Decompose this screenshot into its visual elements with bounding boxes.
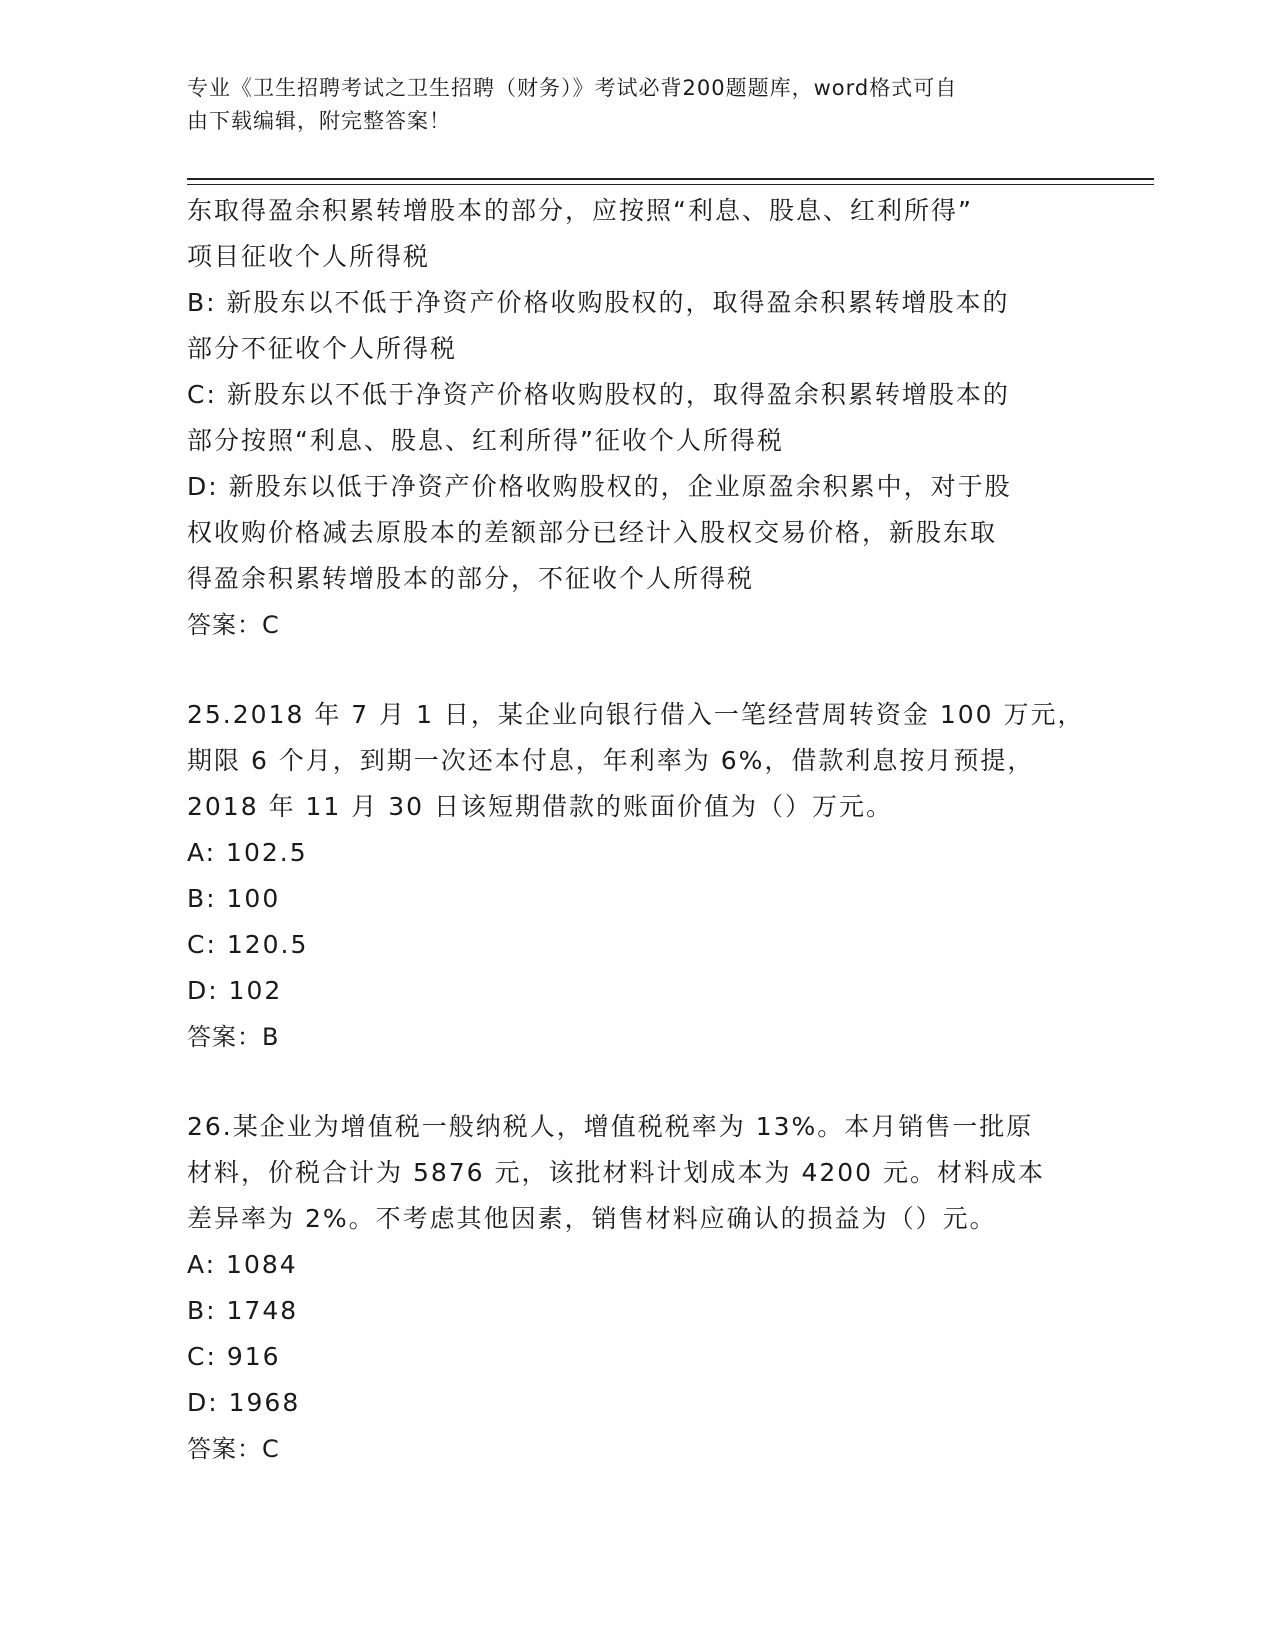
option-d-continuation: 权收购价格减去原股本的差额部分已经计入股权交易价格，新股东取 [187,518,998,547]
header-line-1: 专业《卫生招聘考试之卫生招聘（财务）》考试必背200题题库，word格式可自 [187,76,958,100]
question-stem: 26.某企业为增值税一般纳税人，增值税税率为 13%。本月销售一批原 [187,1112,1034,1141]
document-body [187,188,1085,1472]
option-d: D: 102 [187,976,283,1005]
option-d: D: 新股东以低于净资产价格收购股权的，企业原盈余积累中，对于股 [187,472,1012,501]
option-a-continuation: 东取得盈余积累转增股本的部分，应按照“利息、股息、红利所得” [187,196,973,225]
question-block-24 [187,188,1067,648]
answer: 答案：B [187,1023,280,1051]
question-stem: 差异率为 2%。不考虑其他因素，销售材料应确认的损益为（）元。 [187,1204,997,1233]
option-d-continuation: 得盈余积累转增股本的部分，不征收个人所得税 [187,564,755,593]
question-stem: 材料，价税合计为 5876 元，该批材料计划成本为 4200 元。材料成本 [187,1158,1046,1187]
option-c: C: 916 [187,1342,281,1371]
option-b-continuation: 部分不征收个人所得税 [187,334,458,363]
document-header [187,72,1067,138]
option-c: C: 120.5 [187,930,309,959]
option-c-continuation: 部分按照“利息、股息、红利所得”征收个人所得税 [187,426,784,455]
header-divider-thin [187,184,1154,185]
question-block-26 [187,1104,1067,1472]
option-b: B: 新股东以不低于净资产价格收购股权的，取得盈余积累转增股本的 [187,288,1010,317]
question-block-25 [187,692,1085,1060]
option-d: D: 1968 [187,1388,301,1417]
option-b: B: 1748 [187,1296,299,1325]
header-divider-thick [187,178,1154,180]
option-c: C: 新股东以不低于净资产价格收购股权的，取得盈余积累转增股本的 [187,380,1010,409]
answer: 答案：C [187,1435,280,1463]
option-a-continuation: 项目征收个人所得税 [187,242,431,271]
question-stem: 期限 6 个月，到期一次还本付息，年利率为 6%，借款利息按月预提， [187,746,1035,775]
option-b: B: 100 [187,884,281,913]
option-a: A: 1084 [187,1250,298,1279]
option-a: A: 102.5 [187,838,308,867]
question-stem: 25.2018 年 7 月 1 日，某企业向银行借入一笔经营周转资金 100 万元， [187,700,1085,729]
header-line-2: 由下载编辑，附完整答案！ [187,109,451,133]
question-stem: 2018 年 11 月 30 日该短期借款的账面价值为（）万元。 [187,792,893,821]
answer: 答案：C [187,611,280,639]
